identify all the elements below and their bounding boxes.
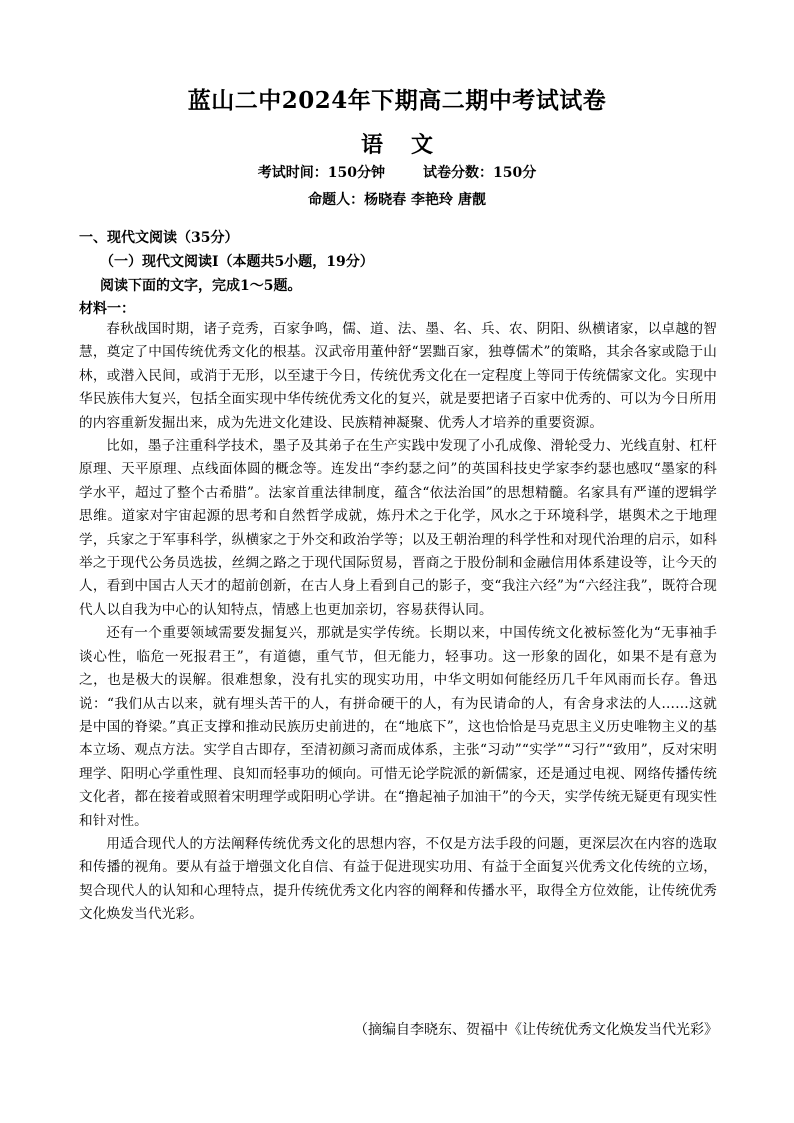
reading-instruction: 阅读下面的文字，完成1～5题。 xyxy=(100,278,302,294)
passage-body xyxy=(79,318,717,927)
paragraph: 还有一个重要领域需要发掘复兴，那就是实学传统。长期以来，中国传统文化被标签化为“无事袖手谈心性，临危一死报君王”，有道德，重气节，但无能力，轻事功。这一形象的固化，如果不是有意为之，也是极大的误解。很难想象，没有扎实的现实功用，中华文明如何能经历几千年风雨而长存。鲁迅说：“我们从古以来，就有埋头苦干的人，有拼命硬干的人，有为民请命的人，有舍身求法的人……这就是中国的脊梁。”真正支撑和推动民族历史前进的，在“地底下”，这也恰恰是马克思主义历史唯物主义的基本立场、观点方法。实学自古即存，至清初颜习斋而成体系，主张“习动”“实学”“习行”“致用”，反对宋明理学、阳明心学重性理、良知而轻事功的倾向。可惜无论学院派的新儒家，还是通过电视、网络传播传统文化者，都在接着或照着宋明理学或阳明心学讲。在“撸起袖子加油干”的今天，实学传统无疑更有现实性和针对性。 xyxy=(79,625,717,829)
paragraph: 春秋战国时期，诸子竞秀，百家争鸣，儒、道、法、墨、名、兵、农、阴阳、纵横诸家，以卓越的智慧，奠定了中国传统优秀文化的根基。汉武帝用董仲舒“罢黜百家，独尊儒术”的策略，其余各家或隐于山林，或潜入民间，或消于无形，以至逮于今日，传统优秀文化在一定程度上等同于传统儒家文化。实现中华民族伟大复兴，包括全面实现中华传统优秀文化的复兴，就是要把诸子百家中优秀的、可以为今日所用的内容重新发掘出来，成为先进文化建设、民族精神凝聚、优秀人才培养的重要资源。 xyxy=(79,321,717,431)
material-label: 材料一： xyxy=(79,301,135,317)
exam-info-line xyxy=(0,162,794,182)
exam-title: 蓝山二中2024年下期高二期中考试试卷 xyxy=(187,87,607,114)
authors-line: 命题人：杨晓春 李艳玲 唐靓 xyxy=(308,192,486,208)
total-score: 试卷分数：150分 xyxy=(423,165,537,181)
section-heading: 一、现代文阅读（35分） xyxy=(79,230,239,246)
paragraph: 用适合现代人的方法阐释传统优秀文化的思想内容，不仅是方法手段的问题，更深层次在内容的选取和传播的视角。要从有益于增强文化自信、有益于促进现实功用、有益于全面复兴优秀文化传统的立场，契合现代人的认知和心理特点，提升传统优秀文化内容的阐释和传播水平，取得全方位效能，让传统优秀文化焕发当代光彩。 xyxy=(79,835,717,923)
paragraph: 比如，墨子注重科学技术，墨子及其弟子在生产实践中发现了小孔成像、滑轮受力、光线直射、杠杆原理、天平原理、点线面体圆的概念等。连发出“李约瑟之问”的英国科技史学家李约瑟也感叹“墨家的科学水平，超过了整个古希腊”。法家首重法律制度，蕴含“依法治国”的思想精髓。名家具有严谨的逻辑学思维。道家对宇宙起源的思考和自然哲学成就，炼丹术之于化学，风水之于环境科学，堪舆术之于地理学，兵家之于军事科学，纵横家之于外交和政治学等；以及王朝治理的科学性和对现代治理的启示，如科举之于现代公务员选拔，丝绸之路之于现代国际贸易，晋商之于股份制和金融信用体系建设等，让今天的人，看到中国古人天才的超前创新，在古人身上看到自己的影子，变“我注六经”为“六经注我”，既符合现代人以自我为中心的认知特点，情感上也更加亲切，容易获得认同。 xyxy=(79,438,717,618)
source-citation: （摘编自李晓东、贺福中《让传统优秀文化焕发当代光彩》 xyxy=(354,1022,718,1038)
subject-title: 语文 xyxy=(360,132,461,158)
exam-time: 考试时间：150分钟 xyxy=(257,165,385,181)
subsection-heading: （一）现代文阅读Ⅰ（本题共5小题，19分） xyxy=(100,254,374,270)
